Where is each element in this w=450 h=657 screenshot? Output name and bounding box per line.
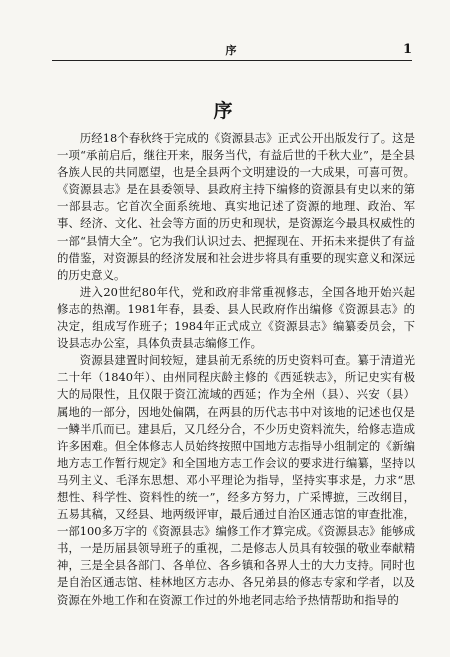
page-number: 1 <box>402 42 412 57</box>
paragraph: 资源县建置时间较短，建县前无系统的历史资料可查。纂于清道光二十年（1840年）、由州同程庆龄主修的《西延轶志》，所记史实有极大的局限性，且仅限于资江流域的西延；作为全州（县）、兴安（县）属地的一部分，因地处偏隅，在两县的历代志书中对该地的记述也仅是一鳞半爪而已。建县后，又几经分合，不少历史资料流失，给修志造成许多困难。但全体修志人员始终按照中国地方志指导小组制定的《新编地方志工作暂行规定》和全国地方志工作会议的要求进行编纂，坚持以马列主义、毛泽东思想、邓小平理论为指导，坚持实事求是，力求“思想性、科学性、资料性的统一”，经多方努力，广采博摭，三改纲目，五易其稿，又经县、地两级评审，最后通过自治区通志馆的审查批准，一部100多万字的《资源县志》编修工作才算完成。《资源县志》能够成书，一是历届县领导班子的重视，二是修志人员具有较强的敬业奉献精神，三是全县各部门、各单位、各乡镇和各界人士的大力支持。同时也是自治区通志馆、桂林地区方志办、各兄弟县的修志专家和学者，以及资源在外地工作和在资源工作过的外地老同志给予热情帮助和指导的 <box>57 353 415 607</box>
paragraph: 历经18个春秋终于完成的《资源县志》正式公开出版发行了。这是一项“承前启后，继往开来，服务当代，有益后世的千秋大业”，是全县各族人民的共同愿望，也是全县两个文明建设的一大成果，可喜可贺。《资源县志》是在县委领导、县政府主持下编修的资源县有史以来的第一部县志。它首次全面系统地、真实地记述了资源的地理、政治、军事、经济、文化、社会等方面的历史和现状，是资源迄今最具权威性的一部“县情大全”。它为我们认识过去、把握现在、开拓未来提供了有益的借鉴，对资源县的经济发展和社会进步将具有重要的现实意义和深远的历史意义。 <box>57 131 415 282</box>
body-text <box>57 130 415 609</box>
running-title: 序 <box>225 44 239 57</box>
chapter-title: 序 <box>213 100 237 122</box>
paragraph: 进入20世纪80年代，党和政府非常重视修志，全国各地开始兴起修志的热潮。1981年春，县委、县人民政府作出编修《资源县志》的决定，组成写作班子；1984年正式成立《资源县志》编纂委员会，下设县志办公室，具体负责县志编修工作。 <box>57 284 415 351</box>
header-rule <box>52 60 412 61</box>
page-header <box>52 42 412 60</box>
